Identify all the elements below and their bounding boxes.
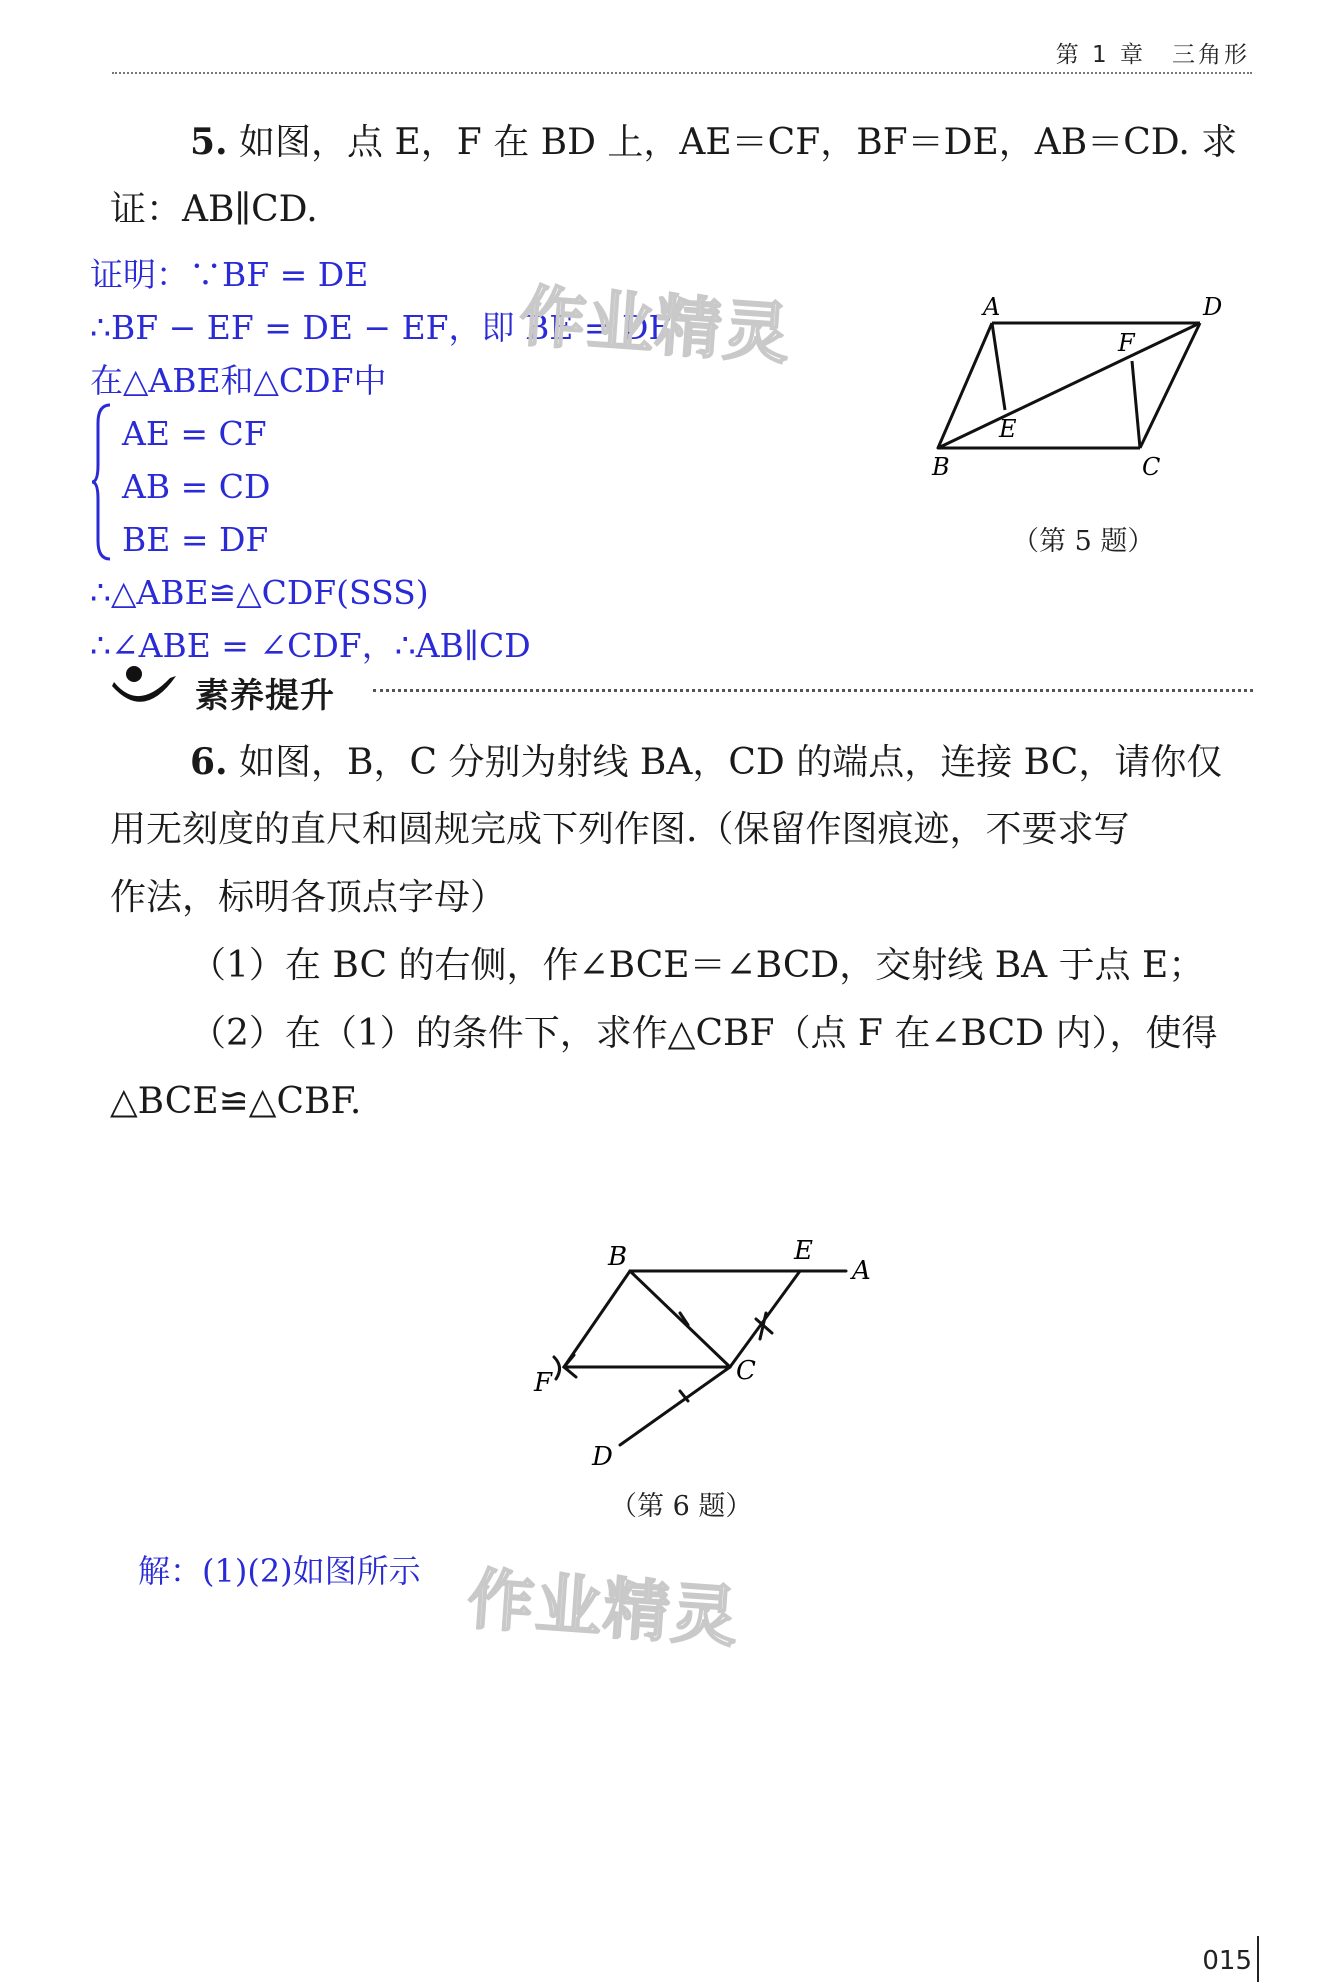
fig6-label-e: E <box>794 1236 813 1266</box>
q5-line-1 <box>190 108 1237 177</box>
fig6-segment-bc <box>630 1271 730 1367</box>
figure-5-diagram <box>920 285 1240 485</box>
fig5-label-f: F <box>1118 329 1135 357</box>
page-number: 015 <box>1202 1946 1252 1976</box>
q5-answer-line-6: BE = DF <box>122 520 269 559</box>
q6-number: 6. <box>190 741 228 783</box>
q5-answer-line-4: AE = CF <box>122 414 267 453</box>
q6-line-5: （2）在（1）的条件下，求作△CBF（点 F 在∠BCD 内），使得 <box>190 1013 1218 1054</box>
q5-answer-line-7: ∴△ABE≌△CDF(SSS) <box>90 573 429 612</box>
fig5-segment-bd <box>938 323 1200 448</box>
section-title: 素养提升 <box>195 676 335 716</box>
q5-line-2: 证：AB∥CD. <box>110 189 318 230</box>
fig5-segment-dc <box>1140 323 1200 448</box>
figure-5-caption: （第 5 题） <box>1012 526 1155 557</box>
q5-text-1: 如图，点 E，F 在 BD 上，AE＝CF，BF＝DE，AB＝CD. 求 <box>239 122 1238 163</box>
q5-answer-line-1: 证明：∵BF = DE <box>90 255 369 294</box>
fig5-label-b: B <box>932 453 950 481</box>
system-brace <box>90 403 112 561</box>
fig5-segment-ab-bc <box>938 323 1140 448</box>
figure-6-diagram <box>520 1235 880 1475</box>
q5-number: 5. <box>190 121 228 163</box>
q6-line-1 <box>190 728 1222 797</box>
fig5-label-a: A <box>983 293 1001 321</box>
fig5-label-d: D <box>1203 293 1223 321</box>
q5-answer-line-5: AB = CD <box>122 467 271 506</box>
section-icon <box>110 660 180 710</box>
q6-text-1: 如图，B，C 分别为射线 BA，CD 的端点，连接 BC，请你仅 <box>239 742 1223 783</box>
fig6-ray-cd <box>620 1367 730 1445</box>
page-number-bar <box>1257 1936 1259 1982</box>
fig6-arc-mark-f1 <box>554 1357 560 1379</box>
fig6-segment-bf <box>564 1271 630 1367</box>
watermark-logo: 作业精灵 <box>517 277 794 374</box>
fig5-segment-ae <box>992 323 1005 410</box>
header-divider <box>112 72 1252 74</box>
q5-answer-line-8: ∴∠ABE = ∠CDF，∴AB∥CD <box>90 626 531 665</box>
section-divider <box>373 689 1253 692</box>
q5-answer-line-2: ∴BF − EF = DE − EF，即 BE = DF <box>90 308 672 347</box>
q6-line-2: 用无刻度的直尺和圆规完成下列作图.（保留作图痕迹，不要求写 <box>110 809 1130 850</box>
fig5-label-e: E <box>999 415 1017 443</box>
fig6-label-d: D <box>592 1442 613 1472</box>
fig5-label-c: C <box>1142 453 1161 481</box>
q6-line-6: △BCE≌△CBF. <box>110 1081 362 1122</box>
watermark-logo-2: 作业精灵 <box>465 1560 742 1657</box>
fig5-segment-cf <box>1132 361 1140 448</box>
q6-answer-line-1: 解：(1)(2)如图所示 <box>138 1552 421 1590</box>
q5-answer-line-3: 在△ABE和△CDF中 <box>90 361 387 400</box>
chapter-header: 第 1 章 三角形 <box>1055 42 1250 68</box>
fig6-label-a: A <box>852 1256 871 1286</box>
fig6-label-b: B <box>608 1242 628 1272</box>
fig6-label-c: C <box>736 1356 756 1386</box>
q6-line-3: 作法，标明各顶点字母） <box>110 877 507 918</box>
q6-line-4: （1）在 BC 的右侧，作∠BCE＝∠BCD，交射线 BA 于点 E； <box>190 945 1205 986</box>
figure-6-caption: （第 6 题） <box>610 1491 753 1522</box>
fig6-label-f: F <box>534 1368 553 1398</box>
